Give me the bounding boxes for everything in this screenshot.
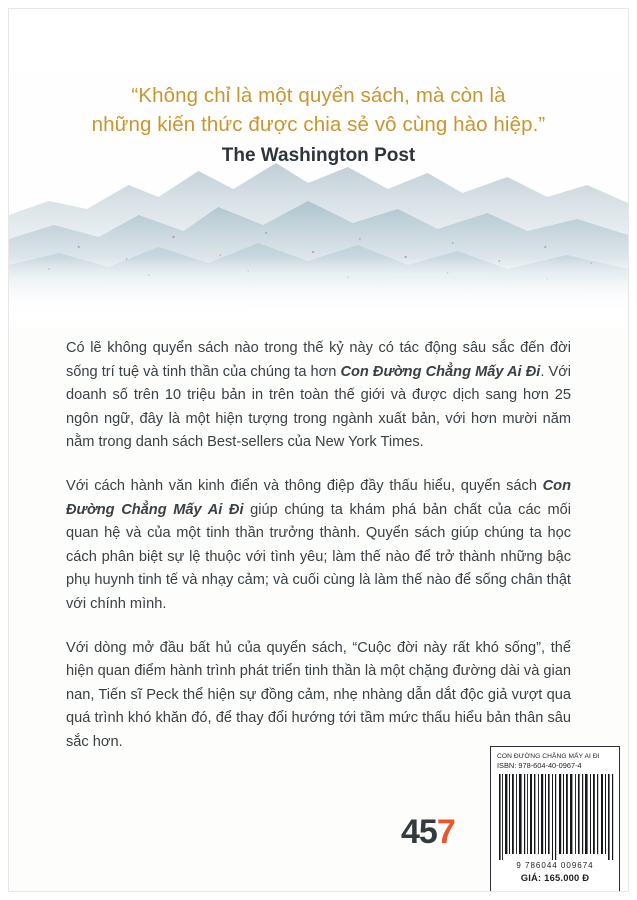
isbn-book-title: CON ĐƯỜNG CHẴNG MẤY AI ĐI [497,753,600,760]
ean-digits: 9 786044 009674 [516,861,594,870]
publisher-logo [401,815,455,849]
blurb-paragraph-2 [66,475,571,617]
publisher-logo-number: 45 [401,813,437,851]
blurb-p1-part-b: . Với doanh số trên 10 triệu bản in trên toàn thế giới và được dịch sang hơn 25 ngôn ngữ, đây là một hiện tượng trong ngành xuất bản, với hơn mười năm nằm trong danh sách Best-sellers của New York Times. [66,363,572,451]
isbn-barcode-box [490,746,620,892]
quote-source: The Washington Post [221,145,416,166]
blurb-paragraph-1 [66,337,571,455]
artwork-fade [9,257,628,327]
barcode-icon [497,774,615,860]
isbn-number: ISBN: 978-604-40-0967-4 [497,761,582,770]
back-cover-blurb [66,337,571,755]
price-label: GIÁ: 165.000 Đ [520,872,590,883]
publisher-logo-mark: 7 [436,813,455,851]
pull-quote [9,81,628,169]
quote-line-1: “Không chỉ là một quyển sách, mà còn là [131,84,506,107]
book-title-inline-1: Con Đường Chẳng Mấy Ai Đi [340,363,541,380]
blurb-paragraph-3: Với dòng mở đầu bất hủ của quyển sách, “Cuộc đời này rất khó sống”, thể hiện quan điểm hành trình phát triển tinh thần là một chặng đường dài và gian nan, Tiến sĩ Peck thể hiện sự đồng cảm, nhẹ nhàng dẫn dắt độc giả vượt qua quá trình khó khăn đó, để thay đổi hướng tới tầm mức thấu hiểu bản thân sâu sắc hơn. [66,639,571,750]
book-title-inline-2: Con Đường Chẳng Mấy Ai Đi [66,477,571,518]
blurb-p2-part-b: giúp chúng ta khám phá bản chất của các mối quan hệ và của một tinh thần trưởng thành. Quyển sách giúp chúng ta học cách phân biệt sự lệ thuộc với tình yêu; làm thế nào để trở thành những bậc phụ huynh tinh tế và nhạy cảm; và cuối cùng là làm thế nào để sống chân thật với chính mình. [66,501,571,612]
blurb-p2-part-a: Với cách hành văn kinh điển và thông điệp đầy thấu hiểu, quyển sách [66,477,543,494]
blurb-p1-part-a: Có lẽ không quyển sách nào trong thế kỷ này có tác động sâu sắc đến đời sống trí tuệ và tinh thần của chúng ta hơn [66,340,571,380]
quote-line-2: những kiến thức được chia sẻ vô cùng hào hiệp.” [91,113,546,136]
book-cover [8,8,629,892]
